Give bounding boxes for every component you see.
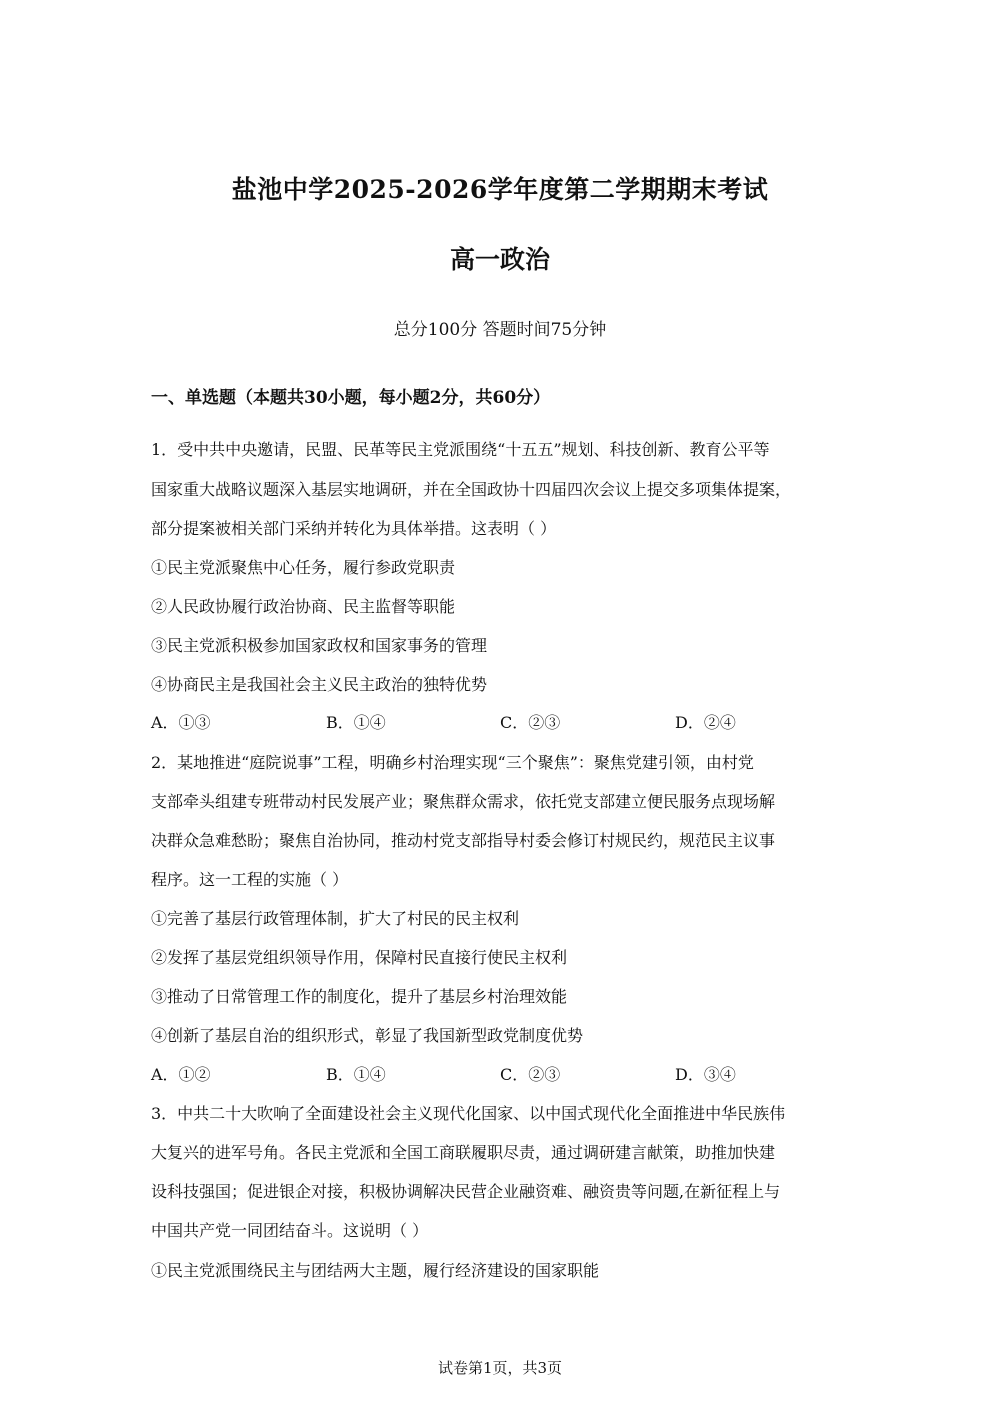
question-1-statement-3: ③民主党派积极参加国家政权和国家事务的管理 [151,636,488,655]
question-1-line-3: 部分提案被相关部门采纳并转化为具体举措。这表明（ ） [151,519,557,538]
question-3-line-3: 设科技强国；促进银企对接，积极协调解决民营企业融资难、融资贵等问题,在新征程上与 [151,1182,781,1201]
question-2-option-d: D．③④ [675,1065,736,1084]
question-1-statement-2: ②人民政协履行政治协商、民主监督等职能 [151,597,456,616]
section-heading: 一、单选题（本题共30小题，每小题2分，共60分） [151,388,551,408]
question-1-line-1: 1．受中共中央邀请，民盟、民革等民主党派围绕“十五五”规划、科技创新、教育公平等 [151,440,770,459]
question-2-statement-2: ②发挥了基层党组织领导作用，保障村民直接行使民主权利 [151,948,568,967]
question-1-option-a: A．①③ [151,713,211,732]
question-1-option-b: B．①④ [326,713,386,732]
question-2-statement-1: ①完善了基层行政管理体制，扩大了村民的民主权利 [151,909,520,928]
question-3-line-1: 3．中共二十大吹响了全面建设社会主义现代化国家、以中国式现代化全面推进中华民族伟 [151,1104,786,1123]
question-1-option-c: C．②③ [500,713,561,732]
question-1-option-d: D．②④ [675,713,736,732]
page-footer: 试卷第1页，共3页 [437,1359,563,1377]
question-1-statement-1: ①民主党派聚焦中心任务，履行参政党职责 [151,558,456,577]
question-2-statement-4: ④创新了基层自治的组织形式，彰显了我国新型政党制度优势 [151,1026,584,1045]
question-1-statement-4: ④协商民主是我国社会主义民主政治的独特优势 [151,675,488,694]
question-2-line-2: 支部牵头组建专班带动村民发展产业；聚焦群众需求，依托党支部建立便民服务点现场解 [151,792,776,811]
question-2-line-1: 2．某地推进“庭院说事”工程，明确乡村治理实现“三个聚焦”：聚焦党建引领，由村党 [151,753,754,772]
question-2-option-a: A．①② [151,1065,211,1084]
question-3-line-2: 大复兴的进军号角。各民主党派和全国工商联履职尽责，通过调研建言献策，助推加快建 [151,1143,776,1162]
question-2-line-4: 程序。这一工程的实施（ ） [151,870,349,889]
exam-subject: 高一政治 [449,245,550,274]
question-1-line-2: 国家重大战略议题深入基层实地调研，并在全国政协十四届四次会议上提交多项集体提案， [151,480,792,499]
question-2-option-c: C．②③ [500,1065,561,1084]
exam-meta: 总分100分 答题时间75分钟 [393,320,607,340]
exam-title: 盐池中学2025-2026学年度第二学期期末考试 [231,175,769,204]
question-2-option-b: B．①④ [326,1065,386,1084]
question-2-statement-3: ③推动了日常管理工作的制度化，提升了基层乡村治理效能 [151,987,568,1006]
question-3-statement-1: ①民主党派围绕民主与团结两大主题，履行经济建设的国家职能 [151,1261,600,1280]
question-3-line-4: 中国共产党一同团结奋斗。这说明（ ） [151,1221,429,1240]
question-2-line-3: 决群众急难愁盼；聚焦自治协同，推动村党支部指导村委会修订村规民约，规范民主议事 [151,831,776,850]
